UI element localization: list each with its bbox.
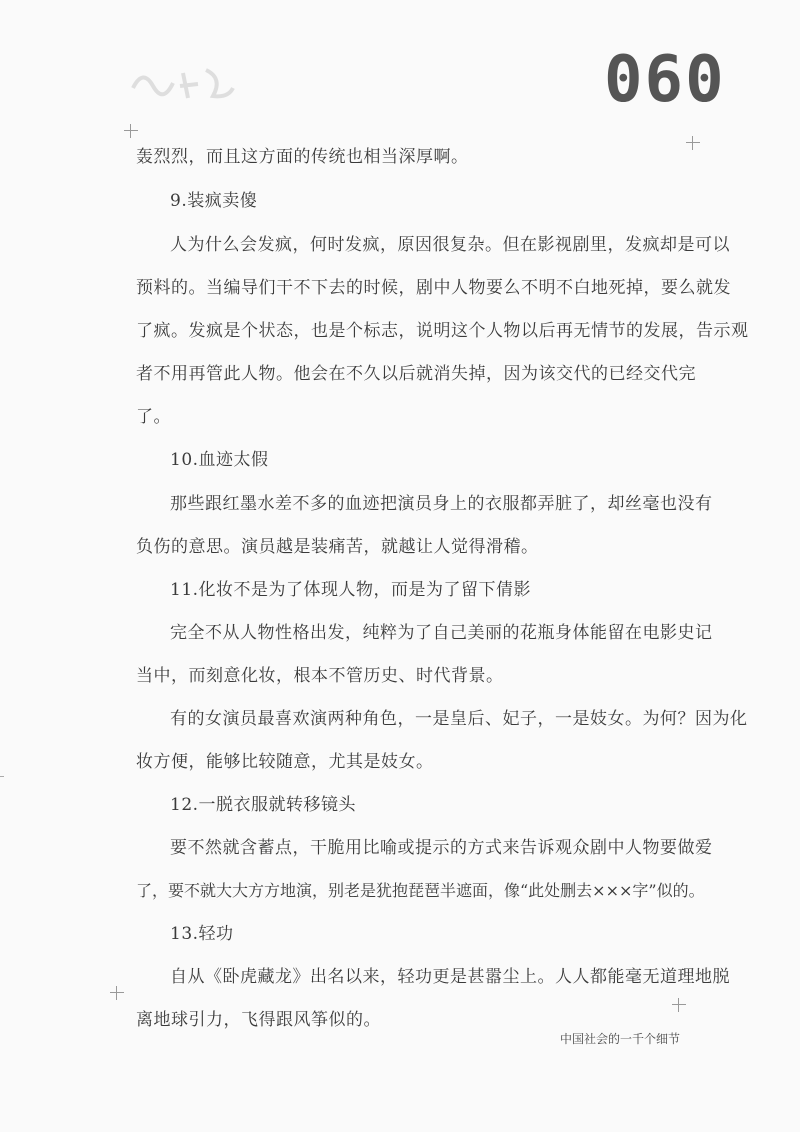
crop-mark-bottom-left: [110, 986, 124, 1000]
paragraph-line: 有的女演员最喜欢演两种角色，一是皇后、妃子，一是妓女。为何？因为化: [170, 709, 748, 729]
paragraph-line: 当中，而刻意化妆，根本不管历史、时代背景。: [136, 666, 504, 686]
paragraph-line: 自从《卧虎藏龙》出名以来，轻功更是甚嚣尘上。人人都能毫无道理地脱: [170, 967, 730, 987]
faded-stamp-icon: [128, 58, 238, 108]
section-heading: 11.化妆不是为了体现人物，而是为了留下倩影: [170, 580, 532, 600]
margin-tick: [0, 776, 4, 777]
section-heading: 9.装疯卖傻: [170, 191, 258, 211]
paragraph-line: 妆方便，能够比较随意，尤其是妓女。: [136, 752, 434, 772]
crop-mark-top-left: [124, 124, 138, 138]
section-heading: 10.血迹太假: [170, 450, 269, 470]
paragraph-line: 人为什么会发疯，何时发疯，原因很复杂。但在影视剧里，发疯却是可以: [170, 235, 730, 255]
page-number: 060: [604, 43, 726, 117]
paragraph-line: 了。: [136, 407, 171, 427]
paragraph-line: 了疯。发疯是个状态，也是个标志，说明这个人物以后再无情节的发展，告示观: [136, 321, 749, 341]
paragraph-line: 要不然就含蓄点，干脆用比喻或提示的方式来告诉观众剧中人物要做爱: [170, 838, 713, 858]
body-text: [136, 146, 749, 1031]
paragraph-line: 完全不从人物性格出发，纯粹为了自己美丽的花瓶身体能留在电影史记: [170, 623, 713, 643]
paragraph-line: 负伤的意思。演员越是装痛苦，就越让人觉得滑稽。: [136, 537, 539, 557]
paragraph-line: 轰烈烈，而且这方面的传统也相当深厚啊。: [136, 147, 469, 167]
paragraph-line: 离地球引力，飞得跟风筝似的。: [136, 1010, 381, 1030]
paragraph-line: 了，要不就大大方方地演，别老是犹抱琵琶半遮面，像“此处删去×××字”似的。: [136, 881, 705, 900]
section-heading: 13.轻功: [170, 924, 234, 944]
paragraph-line: 者不用再管此人物。他会在不久以后就消失掉，因为该交代的已经交代完: [136, 364, 696, 384]
paragraph-line: 那些跟红墨水差不多的血迹把演员身上的衣服都弄脏了，却丝毫也没有: [170, 494, 713, 514]
section-heading: 12.一脱衣服就转移镜头: [170, 795, 357, 815]
running-footer: 中国社会的一千个细节: [560, 1032, 681, 1046]
paragraph-line: 预料的。当编导们干不下去的时候，剧中人物要么不明不白地死掉，要么就发: [136, 278, 731, 298]
